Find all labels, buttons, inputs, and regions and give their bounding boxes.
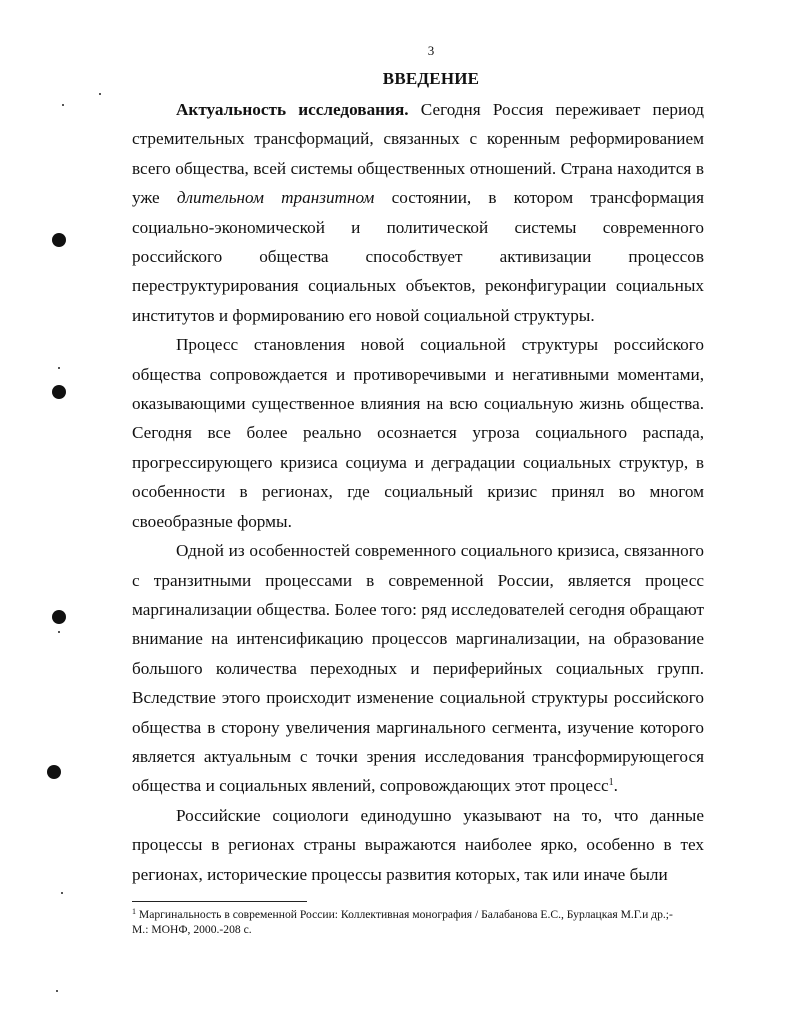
paragraph-1 bbox=[132, 95, 704, 330]
body-text bbox=[132, 95, 704, 889]
paragraph-4: Российские социологи единодушно указывают на то, что данные процессы в регионах страны выражаются наиболее ярко, особенно в тех регионах, исторические процессы развития которых, так или иначе были bbox=[132, 805, 704, 884]
paragraph-3-end: . bbox=[613, 776, 618, 796]
scan-speck bbox=[56, 990, 58, 992]
binder-hole-3 bbox=[52, 610, 66, 624]
paragraph-2: Процесс становления новой социальной структуры российского общества сопровождается и противоречивыми и негативными моментами, оказывающими существенное влияния на всю социальную жизнь общества. Сегодня все более реально осознается угроза социального распада, прогрессирующего кризиса социума и деградации социальных структур, в особенности в регионах, где социальный кризис принял во многом своеобразные формы. bbox=[132, 335, 704, 531]
footnote-separator bbox=[132, 901, 307, 902]
section-title: ВВЕДЕНИЕ bbox=[382, 69, 480, 88]
scan-speck bbox=[62, 104, 64, 106]
footnote bbox=[132, 907, 692, 937]
paragraph-3 bbox=[132, 536, 704, 801]
page-number: 3 bbox=[427, 43, 435, 58]
scan-speck bbox=[99, 93, 101, 95]
footnote-mark: 1 bbox=[132, 907, 136, 916]
paragraph-1-text-a: Сегодня Россия переживает период стремительных трансформаций, связанных с коренным реформированием всего общества, всей системы общественных отношений. Страна находится в уже bbox=[132, 100, 705, 208]
scan-speck bbox=[61, 892, 63, 894]
footnote-reference: 1 bbox=[608, 777, 614, 789]
scan-speck bbox=[58, 367, 60, 369]
paragraph-1-italic: длительном транзитном bbox=[176, 188, 375, 208]
footnote-text: Маргинальность в современной России: Коллективная монография / Балабанова Е.С., Бурлацкая М.Г.и др.;- М.: МОНФ, 2000.-208 с. bbox=[132, 908, 673, 936]
binder-hole-1 bbox=[52, 233, 66, 247]
paragraph-3-text: Одной из особенностей современного социального кризиса, связанного с транзитными процессами в современной России, является процесс маргинализации общества. Более того: ряд исследователей сегодня обращают внимание на интенсификацию процессов маргинализации, на образование большого количества переходных и периферийных социальных групп. Вследствие этого происходит изменение социальной структуры российского общества в сторону увеличения маргинального сегмента, изучение которого является актуальным с точки зрения исследования трансформирующегося общества и социальных явлений, сопровождающих этот процесс bbox=[132, 541, 704, 796]
binder-hole-2 bbox=[52, 385, 66, 399]
binder-hole-4 bbox=[47, 765, 61, 779]
paragraph-1-text-b: состоянии, в котором трансформация социально-экономической и политической системы современного российского общества способствует активизации процессов переструктурирования социальных объектов, реконфигурации социальных институтов и формированию его новой социальной структуры. bbox=[132, 188, 704, 325]
scan-speck bbox=[58, 631, 60, 633]
paragraph-1-lead: Актуальность исследования. bbox=[176, 100, 409, 119]
